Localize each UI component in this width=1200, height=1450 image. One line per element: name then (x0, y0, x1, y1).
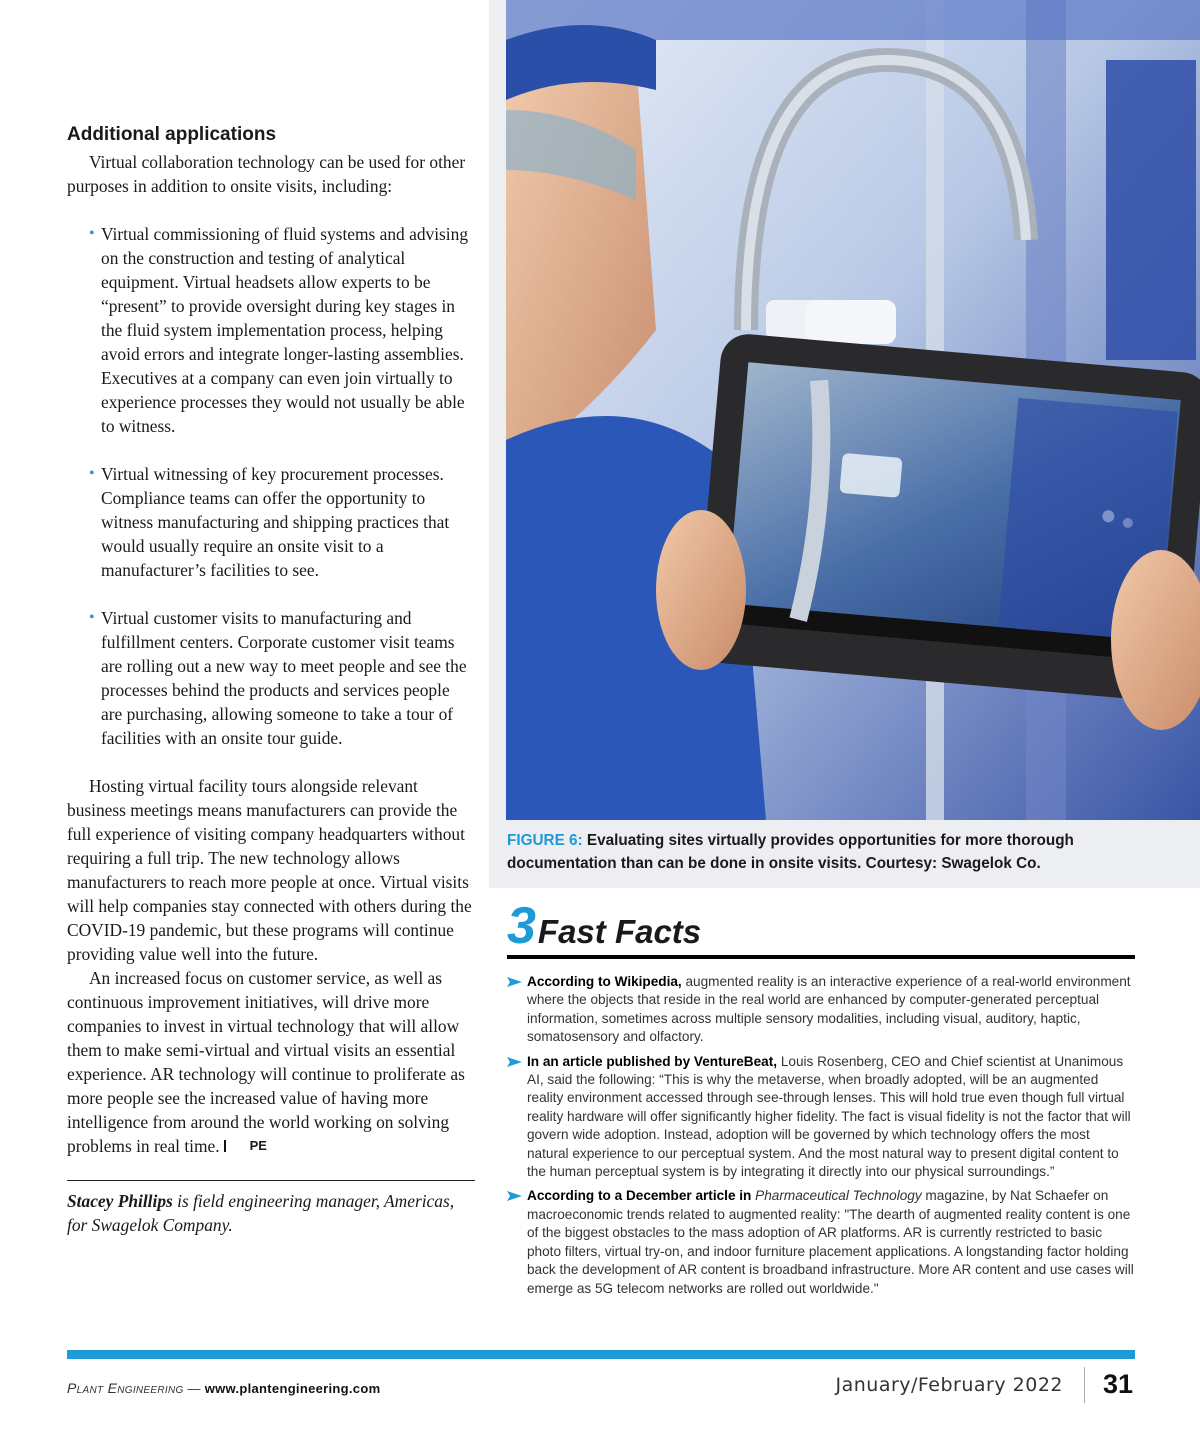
arrow-right-icon (507, 1191, 522, 1201)
fact-lead: In an article published by VentureBeat, (527, 1053, 778, 1069)
list-item-text: Virtual commissioning of fluid systems and advising on the construction and testing of analytical equipment. Virtual headsets allow experts to be “present” to provide oversight during key stages in the fluid system implementation process, helping avoid errors and integrate longer-lasting assemblies. Executives at a company can even join virtually to experience processes they would not usually be able to witness. (101, 224, 469, 436)
issue-date: January/February 2022 (835, 1374, 1063, 1396)
bullet-icon: • (89, 225, 95, 242)
list-item (67, 606, 475, 750)
list-item (67, 462, 475, 582)
photo-technician-with-tablet-icon (506, 0, 1200, 820)
body-paragraph (67, 966, 475, 1158)
article-column (67, 124, 475, 1237)
fast-facts-number: 3 (507, 897, 536, 955)
list-item (507, 1053, 1135, 1182)
arrow-right-icon (507, 1057, 522, 1067)
fast-facts-box (507, 897, 1135, 1304)
list-item (507, 973, 1135, 1047)
divider (67, 1180, 475, 1181)
arrow-right-icon (507, 977, 522, 987)
section-heading: Additional applications (67, 124, 277, 145)
footer-separator: — (183, 1381, 205, 1396)
list-item (507, 1187, 1135, 1297)
fact-lead: According to a December article in (527, 1188, 752, 1204)
list-item-text: Virtual witnessing of key procurement processes. Compliance teams can offer the opportunity to witness manufacturing and shipping practices that would usually require an onsite visit to a manufacturer’s facilities to see. (101, 464, 450, 580)
publication-line (67, 1380, 380, 1396)
figure-caption (507, 829, 1147, 875)
end-mark-icon: PE (224, 1140, 267, 1152)
fact-text: Louis Rosenberg, CEO and Chief scientist at Unanimous AI, said the following: “This is why the metaverse, when broadly adopted, will be an augmented reality environment accessed through see-through lenses. This will hold true even though full virtual reality hardware will offer significantly higher fidelity. The fact is visual fidelity is not the factor that will govern wide adoption. Instead, adoption will be governed by which technology offers the most natural experience to our perceptual system. And the most natural way to present digital content to the human perceptual system is by integrating it directly into our physical surroundings.” (527, 1053, 1131, 1180)
body-paragraph-text: Hosting virtual facility tours alongside relevant business meetings means manufacturers can provide the full experience of visiting company headquarters without requiring a full trip. The new technology allows manufacturers to reach more people at once. Virtual visits will help companies stay connected with others during the COVID-19 pandemic, but these programs will continue providing value well into the future. (67, 776, 472, 964)
applications-list (67, 222, 475, 750)
figure-caption-text: Evaluating sites virtually provides opportunities for more thorough documentation than can be done in onsite visits. Courtesy: Swagelok Co. (507, 832, 1074, 872)
bullet-icon: • (89, 609, 95, 626)
page-number: 31 (1102, 1369, 1133, 1399)
figure-label: FIGURE 6: (507, 832, 583, 849)
photo-illustration (506, 0, 1200, 820)
website-link[interactable]: www.plantengineering.com (204, 1381, 381, 1396)
fact-publication: Pharmaceutical Technology (755, 1188, 922, 1204)
author-bio-text: is field engineering manager, Americas, for Swagelok Company. (67, 1191, 455, 1235)
figure (489, 0, 1200, 888)
body-paragraph (67, 774, 475, 966)
publication-name: Plant Engineering (67, 1380, 184, 1396)
author-name: Stacey Phillips (67, 1191, 173, 1211)
body-paragraph-text: An increased focus on customer service, as well as continuous improvement initiatives, will drive more companies to invest in virtual technology that will allow them to make semi-virtual and virtual visits an essential experience. AR technology will continue to proliferate as more people see the increased value of having more intelligence from around the world working on solving problems in real time. (67, 968, 465, 1156)
fast-facts-list (507, 973, 1135, 1298)
footer-accent-bar (67, 1350, 1135, 1359)
fact-text: magazine, by Nat Schaefer on macroeconomic trends related to augmented reality: "The dearth of augmented reality content is one of the biggest obstacles to the mass adoption of AR platforms. AR is currently restricted to basic photo filters, virtual try-on, and indoor furniture placement applications. A longstanding factor holding back the development of AR content is broadband infrastructure. More AR content and use cases will emerge as 5G telecom networks are rolled out worldwide." (527, 1188, 1134, 1296)
page-footer (67, 1369, 1135, 1415)
author-bio (67, 1189, 475, 1237)
fast-facts-header (507, 897, 1135, 959)
list-item-text: Virtual customer visits to manufacturing and fulfillment centers. Corporate customer visit teams are rolling out a new way to meet people and see the processes behind the products and services people are purchasing, allowing someone to take a tour of facilities with an onsite tour guide. (101, 608, 467, 748)
list-item (67, 222, 475, 438)
bullet-icon: • (89, 465, 95, 482)
fact-lead: According to Wikipedia, (527, 974, 682, 989)
divider (1084, 1367, 1085, 1403)
fast-facts-title: Fast Facts (537, 913, 702, 950)
intro-paragraph: Virtual collaboration technology can be used for other purposes in addition to onsite visits, including: (67, 152, 466, 196)
fact-text: augmented reality is an interactive experience of a real-world environment where the objects that reside in the real world are enhanced by computer-generated perceptual information, sometimes across multiple sensory modalities, including visual, auditory, haptic, somatosensory and olfactory. (527, 974, 1131, 1045)
